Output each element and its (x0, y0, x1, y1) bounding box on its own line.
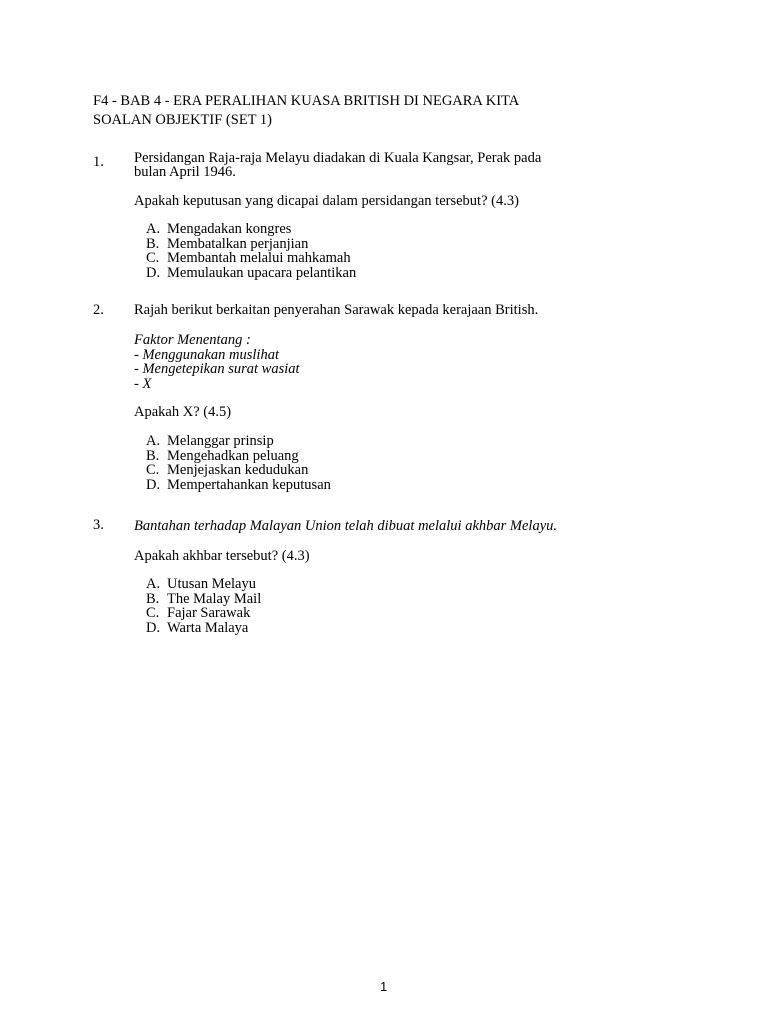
option-letter: D. (146, 264, 161, 281)
option-list (146, 222, 356, 280)
option-b[interactable] (146, 237, 356, 252)
option-text: Menjejaskan kedudukan (167, 462, 309, 479)
option-a[interactable] (146, 222, 356, 237)
factor-item: - X (134, 375, 152, 392)
question-stem-line: Persidangan Raja-raja Melayu diadakan di Kuala Kangsar, Perak pada (134, 150, 542, 166)
option-a[interactable] (146, 434, 331, 449)
option-list (146, 434, 331, 492)
factor-box (134, 333, 604, 391)
option-text: Utusan Melayu (167, 576, 256, 592)
option-letter: B. (146, 590, 160, 607)
option-b[interactable] (146, 449, 331, 464)
option-letter: B. (146, 447, 160, 464)
option-text: Membantah melalui mahkamah (167, 250, 351, 267)
option-letter: A. (146, 433, 161, 449)
option-d[interactable] (146, 266, 356, 281)
option-letter: C. (146, 250, 160, 267)
option-d[interactable] (146, 478, 331, 493)
page-number: 1 (380, 979, 388, 994)
document-subtitle: SOALAN OBJEKTIF (SET 1) (93, 112, 272, 128)
option-text: Memulaukan upacara pelantikan (167, 264, 357, 281)
option-list (146, 577, 261, 635)
factor-item: - Menggunakan muslihat (134, 346, 279, 363)
option-letter: D. (146, 619, 161, 636)
option-text: The Malay Mail (167, 590, 262, 607)
question-stem: Bantahan terhadap Malayan Union telah dibuat melalui akhbar Melayu. (134, 518, 557, 534)
option-c[interactable] (146, 463, 331, 478)
document-title: F4 - BAB 4 - ERA PERALIHAN KUASA BRITISH DI NEGARA KITA (93, 93, 520, 109)
question-prompt: Apakah akhbar tersebut? (4.3) (134, 548, 310, 564)
option-b[interactable] (146, 592, 261, 607)
question-prompt: Apakah keputusan yang dicapai dalam persidangan tersebut? (4.3) (134, 193, 519, 209)
option-text: Mengehadkan peluang (167, 447, 299, 464)
option-letter: A. (146, 221, 161, 237)
option-d[interactable] (146, 621, 261, 636)
factor-heading: Faktor Menentang : (134, 332, 251, 348)
option-text: Melanggar prinsip (167, 433, 274, 449)
question-number: 3. (93, 517, 104, 533)
question-prompt: Apakah X? (4.5) (134, 404, 232, 420)
option-letter: C. (146, 605, 160, 622)
option-letter: B. (146, 235, 160, 252)
factor-item: - Mengetepikan surat wasiat (134, 361, 300, 378)
option-c[interactable] (146, 251, 356, 266)
option-letter: A. (146, 576, 161, 592)
option-letter: D. (146, 476, 161, 493)
option-c[interactable] (146, 606, 261, 621)
option-text: Membatalkan perjanjian (167, 235, 309, 252)
option-text: Fajar Sarawak (167, 605, 251, 622)
option-text: Mengadakan kongres (167, 221, 292, 237)
option-text: Warta Malaya (167, 619, 249, 636)
question-stem: Rajah berikut berkaitan penyerahan Sarawak kepada kerajaan British. (134, 302, 539, 318)
question-stem (134, 151, 604, 179)
question-number: 1. (93, 154, 104, 170)
option-letter: C. (146, 462, 160, 479)
question-number: 2. (93, 302, 104, 318)
option-a[interactable] (146, 577, 261, 592)
option-text: Mempertahankan keputusan (167, 476, 331, 493)
question-stem-line: bulan April 1946. (134, 164, 236, 180)
